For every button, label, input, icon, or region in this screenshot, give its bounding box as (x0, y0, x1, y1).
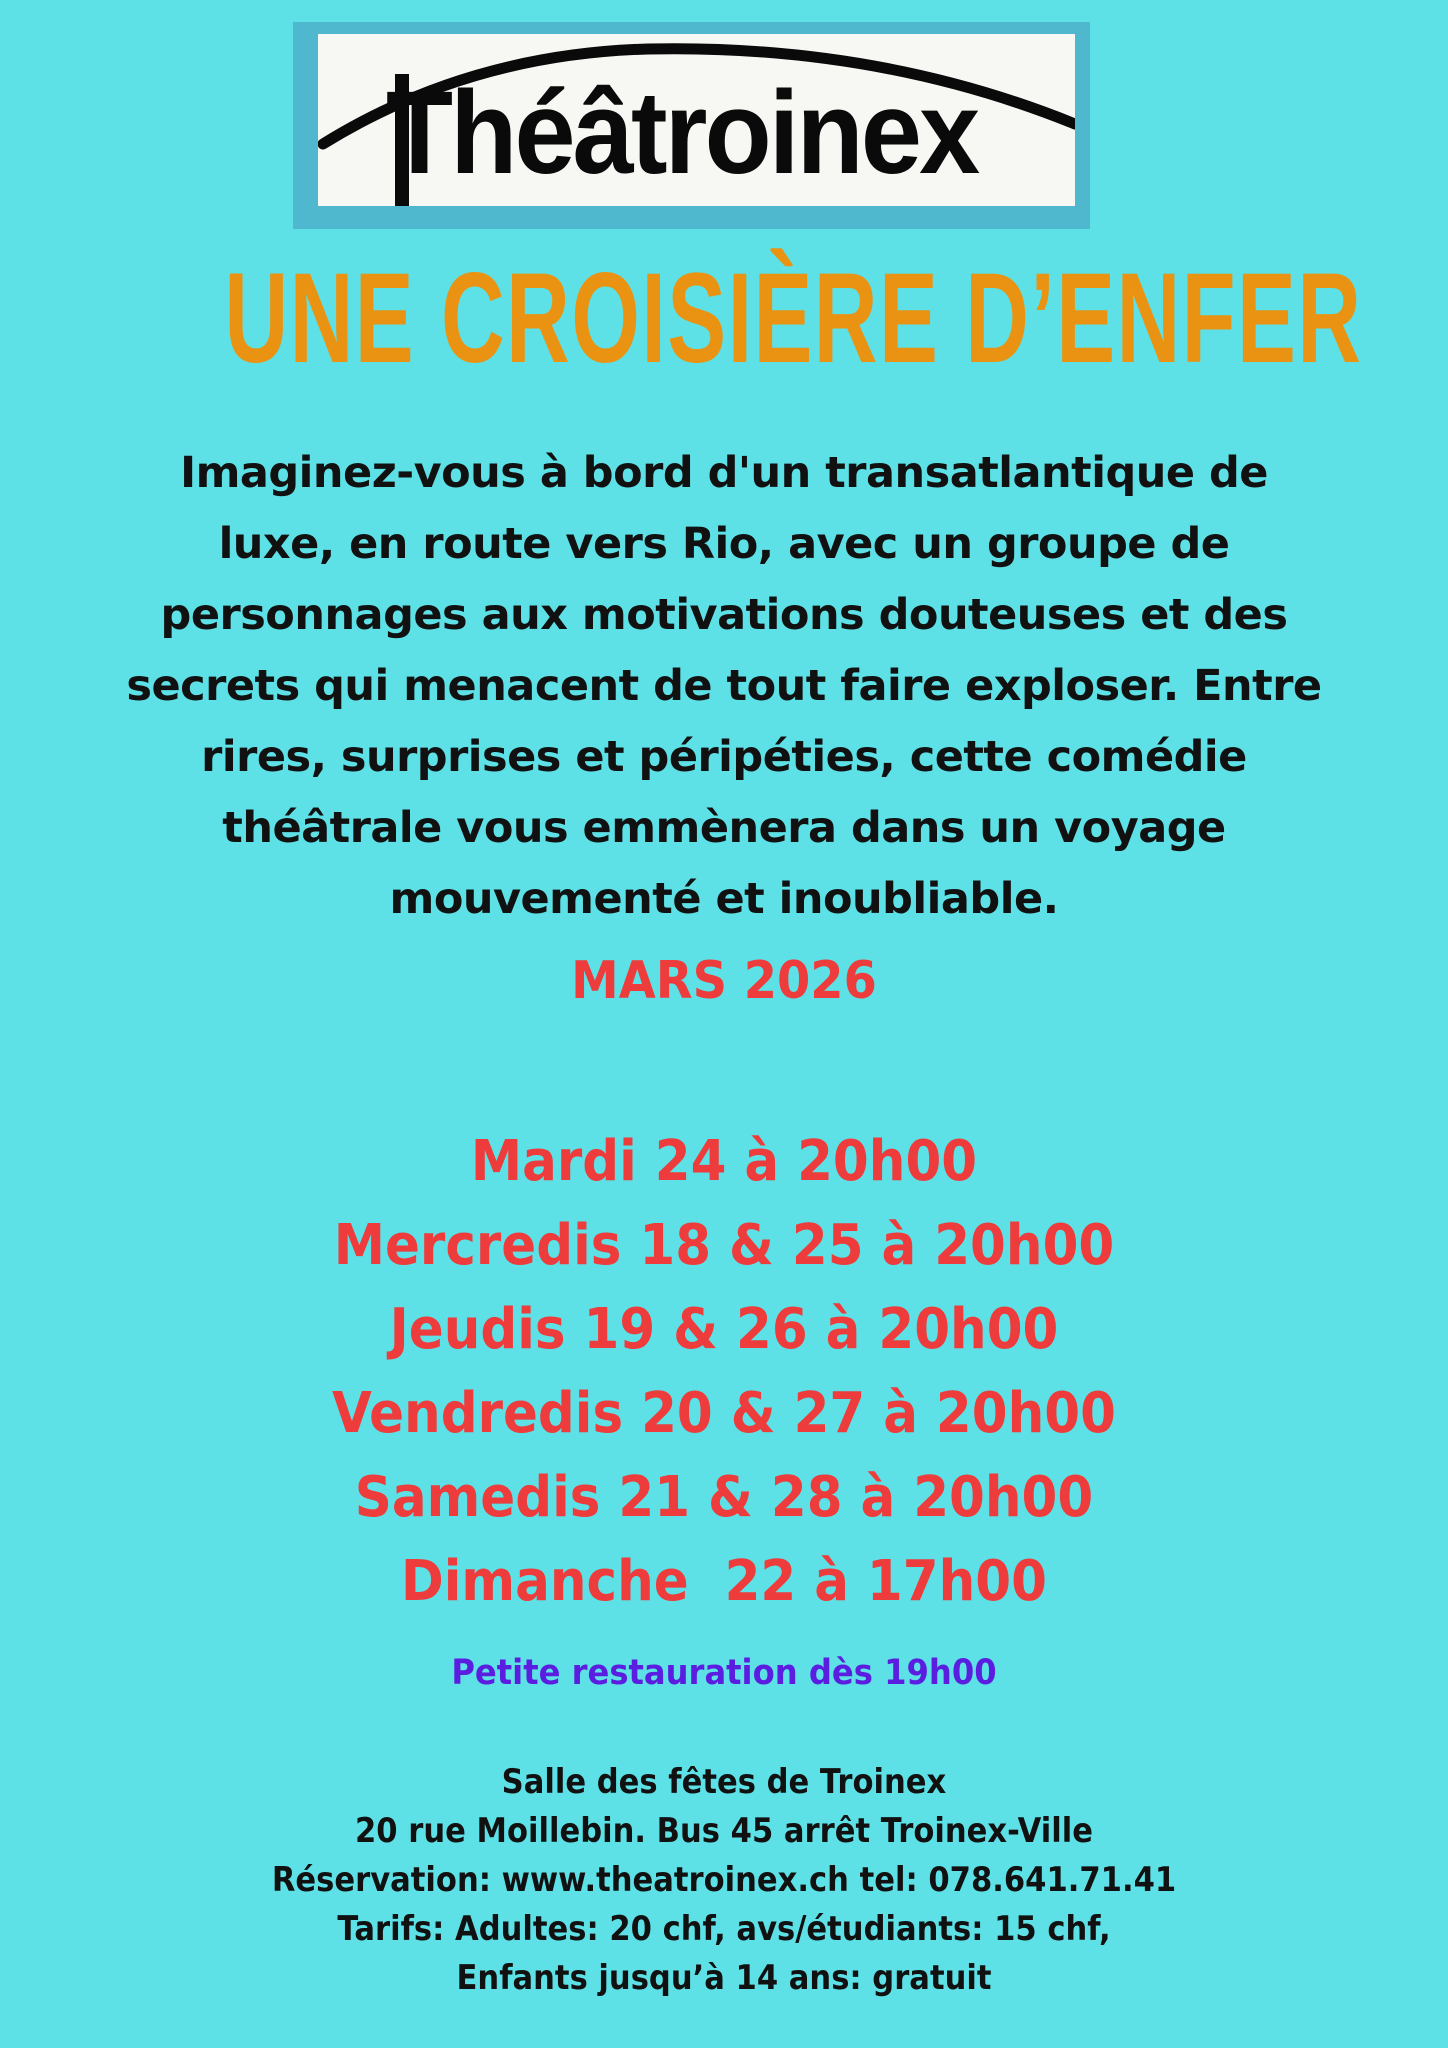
logo (293, 22, 1090, 229)
description-line: mouvementé et inoubliable. (389, 874, 1059, 924)
pricing-info: Tarifs: Adultes: 20 chf, avs/étudiants: 15 chf, (337, 1909, 1111, 1949)
schedule-item: Jeudis 19 & 26 à 20h00 (389, 1297, 1059, 1362)
description-line: rires, surprises et péripéties, cette comédie (201, 732, 1247, 782)
show-title: UNE CROISIÈRE D’ENFER (224, 247, 1363, 390)
schedule-item: Dimanche 22 à 17h00 (400, 1549, 1047, 1614)
venue-info (0, 1758, 1448, 2003)
restauration-note: Petite restauration dès 19h00 (451, 1653, 997, 1693)
schedule-item: Samedis 21 & 28 à 20h00 (354, 1465, 1094, 1530)
description-line: personnages aux motivations douteuses et des (160, 590, 1288, 640)
schedule-item: Mercredis 18 & 25 à 20h00 (333, 1213, 1115, 1278)
logo-panel (318, 34, 1075, 206)
show-description (60, 438, 1388, 935)
reservation-info: Réservation: www.theatroinex.ch tel: 078.641.71.41 (271, 1860, 1177, 1900)
month-heading: MARS 2026 (571, 951, 877, 1011)
pricing-children: Enfants jusqu’à 14 ans: gratuit (456, 1958, 992, 1998)
description-line: luxe, en route vers Rio, avec un groupe de (218, 519, 1230, 569)
description-line: Imaginez-vous à bord d'un transatlantique de (180, 448, 1268, 498)
description-line: secrets qui menacent de tout faire exploser. Entre (126, 661, 1322, 711)
schedule-item: Vendredis 20 & 27 à 20h00 (332, 1381, 1116, 1446)
venue-name: Salle des fêtes de Troinex (501, 1762, 947, 1802)
venue-address: 20 rue Moillebin. Bus 45 arrêt Troinex-Ville (355, 1811, 1093, 1851)
schedule-list (0, 1120, 1448, 1624)
description-line: théâtrale vous emmènera dans un voyage (222, 803, 1226, 853)
logo-text: Théâtroinex (386, 67, 978, 199)
schedule-item: Mardi 24 à 20h00 (470, 1129, 978, 1194)
